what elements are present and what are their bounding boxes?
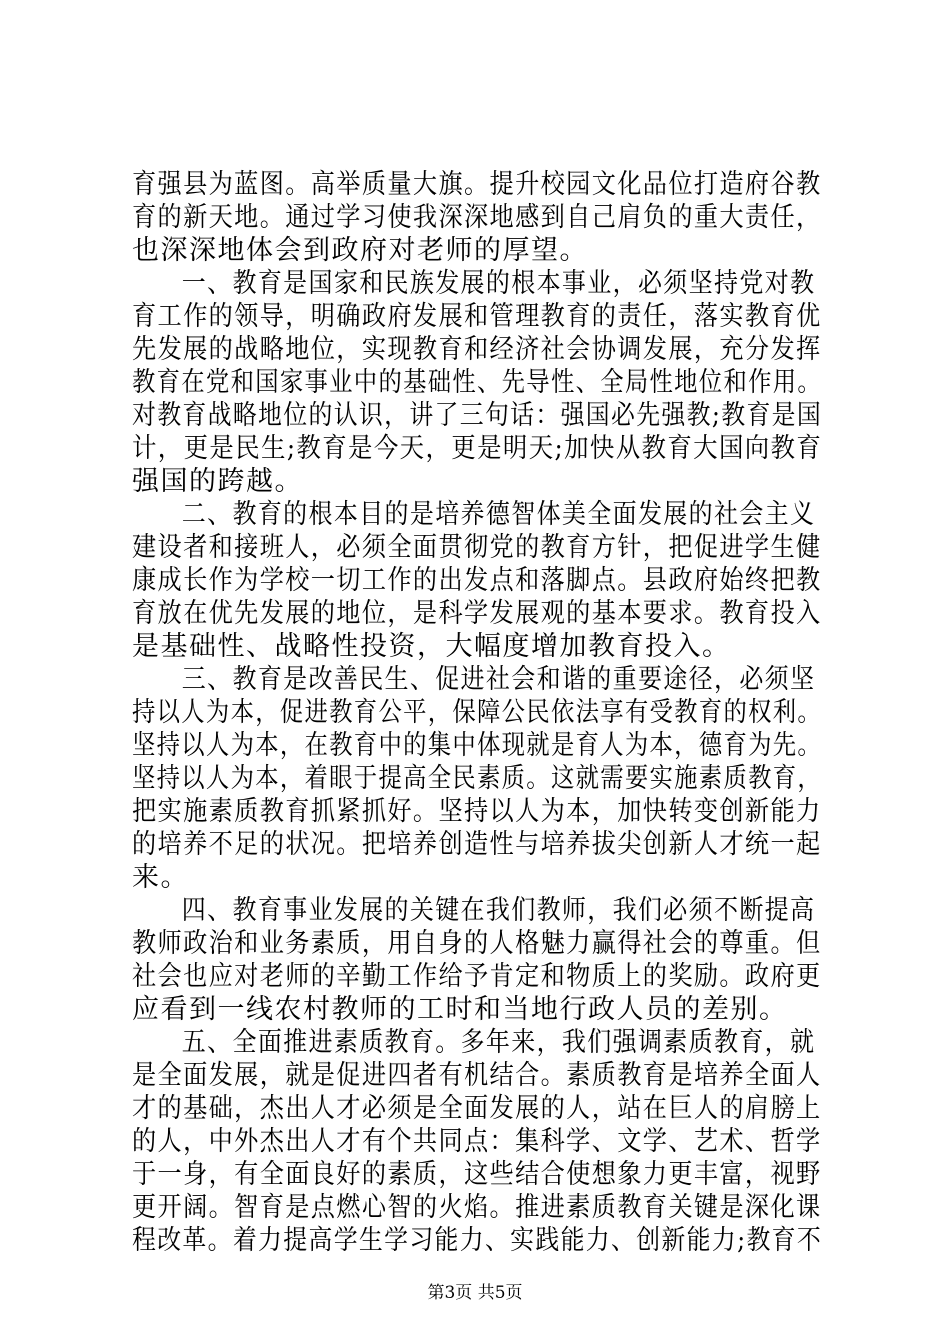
text-line: 育强县为蓝图。高举质量大旗。提升校园文化品位打造府谷教 [132,169,822,200]
text-line: 也深深地体会到政府对老师的厚望。 [132,235,588,266]
text-line: 对教育战略地位的认识，讲了三句话：强国必先强教;教育是国 [132,400,823,431]
text-line: 的人，中外杰出人才有个共同点：集科学、文学、艺术、哲学 [132,1126,822,1157]
text-line: 把实施素质教育抓紧抓好。坚持以人为本，加快转变创新能力 [132,796,822,827]
text-line: 坚持以人为本，着眼于提高全民素质。这就需要实施素质教育， [132,763,823,794]
text-line: 坚持以人为本，在教育中的集中体现就是育人为本，德育为先。 [132,730,823,761]
text-line: 五、全面推进素质教育。多年来，我们强调素质教育，就 [181,1027,816,1058]
text-line: 育的新天地。通过学习使我深深地感到自己肩负的重大责任， [132,202,822,233]
text-line: 于一身，有全面良好的素质，这些结合使想象力更丰富，视野 [132,1159,822,1190]
text-line: 持以人为本，促进教育公平，保障公民依法享有受教育的权利。 [132,697,823,728]
text-line: 应看到一线农村教师的工时和当地行政人员的差别。 [132,994,788,1025]
text-line: 二、教育的根本目的是培养德智体美全面发展的社会主义 [181,499,816,530]
text-line: 强国的跨越。 [132,466,303,497]
text-line: 来。 [132,862,189,893]
text-line: 育工作的领导，明确政府发展和管理教育的责任，落实教育优 [132,301,822,332]
text-line: 育放在优先发展的地位，是科学发展观的基本要求。教育投入 [132,598,822,629]
body-text [132,168,822,1257]
text-line: 教师政治和业务素质，用自身的人格魅力赢得社会的尊重。但 [132,928,822,959]
text-line: 是全面发展，就是促进四者有机结合。素质教育是培养全面人 [132,1060,822,1091]
text-line: 先发展的战略地位，实现教育和经济社会协调发展，充分发挥 [132,334,822,365]
text-line: 的培养不足的状况。把培养创造性与培养拔尖创新人才统一起 [132,829,822,860]
page-footer: 第3页 共5页 [427,1283,523,1303]
text-line: 计，更是民生;教育是今天，更是明天;加快从教育大国向教育 [132,433,823,464]
text-line: 教育在党和国家事业中的基础性、先导性、全局性地位和作用。 [132,367,823,398]
text-line: 三、教育是改善民生、促进社会和谐的重要途径，必须坚 [181,664,816,695]
text-line: 更开阔。智育是点燃心智的火焰。推进素质教育关键是深化课 [132,1192,822,1223]
text-line: 程改革。着力提高学生学习能力、实践能力、创新能力;教育不 [132,1225,823,1256]
text-line: 社会也应对老师的辛勤工作给予肯定和物质上的奖励。政府更 [132,961,822,992]
text-line: 是基础性、战略性投资，大幅度增加教育投入。 [132,631,731,662]
text-line: 四、教育事业发展的关键在我们教师，我们必须不断提高 [181,895,816,926]
text-line: 才的基础，杰出人才必须是全面发展的人，站在巨人的肩膀上 [132,1093,822,1124]
text-line: 康成长作为学校一切工作的出发点和落脚点。县政府始终把教 [132,565,822,596]
text-line: 建设者和接班人，必须全面贯彻党的教育方针，把促进学生健 [132,532,822,563]
text-line: 一、教育是国家和民族发展的根本事业，必须坚持党对教 [181,268,816,299]
